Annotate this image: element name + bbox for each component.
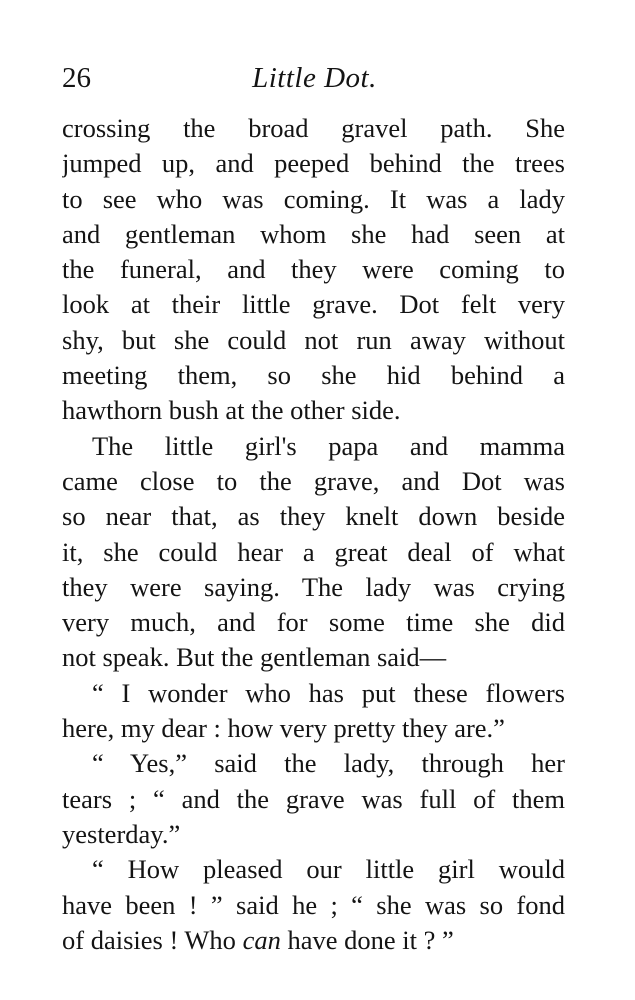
text-line: here, my dear : how very pretty they are.” <box>62 713 505 744</box>
running-title: Little Dot. <box>252 62 377 94</box>
text-line: it, she could hear a great deal of what <box>62 536 565 567</box>
text-line: not speak. But the gentleman said— <box>62 642 447 673</box>
text-line: crossing the broad gravel path. She <box>62 113 565 143</box>
text-line: came close to the grave, and Dot was <box>62 465 565 496</box>
body-text <box>62 111 565 958</box>
text-line: very much, and for some time she did <box>62 607 565 638</box>
text-segment: have done it ? ” <box>280 924 454 955</box>
text-line: tears ; “ and the grave was full of them <box>62 783 565 814</box>
text-line: “ How pleased our little girl would <box>92 854 565 885</box>
text-line: The little girl's papa and mamma <box>92 430 565 461</box>
text-line: “ Yes,” said the lady, through her <box>92 748 565 779</box>
text-line: meeting them, so she hid behind a <box>62 360 565 391</box>
text-line: so near that, as they knelt down beside <box>62 501 565 532</box>
text-line: yesterday.” <box>62 818 181 849</box>
text-line <box>62 923 565 958</box>
text-line: the funeral, and they were coming to <box>62 254 565 285</box>
page-number: 26 <box>62 62 91 94</box>
page-header <box>62 58 567 98</box>
text-line: and gentleman whom she had seen at <box>62 218 565 249</box>
italic-emphasis: can <box>242 924 281 955</box>
text-line: to see who was coming. It was a lady <box>62 183 565 214</box>
text-line: hawthorn bush at the other side. <box>62 395 401 426</box>
text-line: shy, but she could not run away without <box>62 324 565 355</box>
text-line: jumped up, and peeped behind the trees <box>62 148 565 179</box>
text-line: they were saying. The lady was crying <box>62 571 565 602</box>
text-segment: of daisies ! Who <box>62 924 243 955</box>
text-line: look at their little grave. Dot felt very <box>62 289 565 320</box>
text-line: have been ! ” said he ; “ she was so fond <box>62 889 565 920</box>
text-line: “ I wonder who has put these flowers <box>92 677 565 708</box>
